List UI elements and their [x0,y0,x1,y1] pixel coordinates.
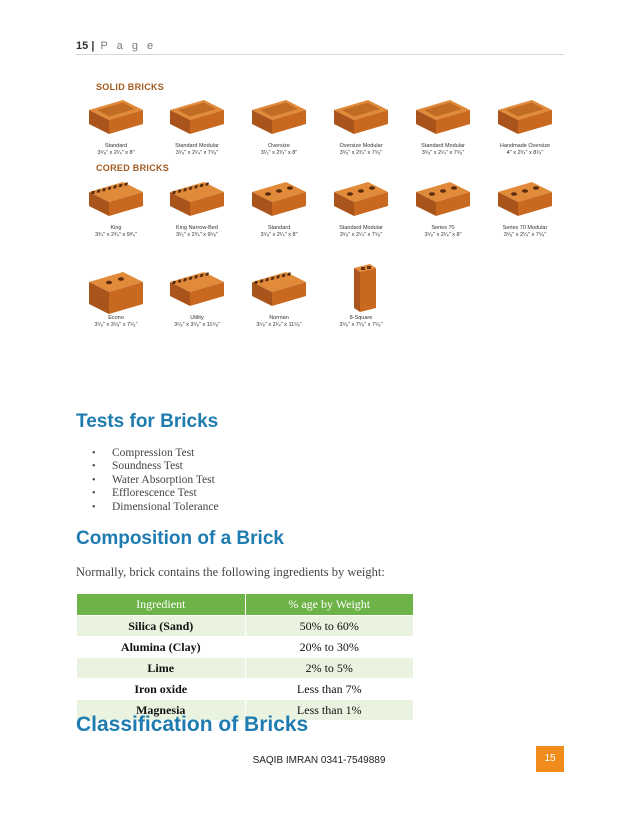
weight-cell: 20% to 30% [245,637,414,658]
brick-type-solid-6 [485,90,565,170]
brick-illustration [76,172,156,224]
brick-dimensions: 3¹⁄₂" x 2³⁄₄" x 9⁵⁄₈" [175,232,218,238]
brick-illustration [157,262,237,314]
list-item: • Compression Test [92,447,195,459]
brick-type-solid-5 [403,90,483,170]
brick-illustration [321,262,401,314]
column-header: Ingredient [77,594,246,616]
brick-name: Standard Modular [421,143,465,149]
brick-illustration [485,90,565,142]
bullet-icon: • [92,501,96,513]
brick-illustration [403,90,483,142]
bullet-icon: • [92,474,96,486]
brick-dimensions: 3⁵⁄₈" x 7⁵⁄₈" x 7⁵⁄₈" [339,322,383,328]
weight-cell: 2% to 5% [245,658,414,679]
brick-name: Utility [190,315,204,321]
table-row [77,679,414,700]
brick-type-cored-10 [321,262,401,342]
brick-name: Econo [108,315,124,321]
brick-dimensions: 3⁵⁄₈" x 2³⁄₄" x 7⁵⁄₈" [339,150,383,156]
brick-dimensions: 3³⁄₄" x 2³⁄₄" x 9³⁄₄" [95,232,137,238]
brick-illustration [76,90,156,142]
tests-list [92,447,219,514]
brick-type-cored-7 [76,262,156,342]
brick-name: Standard Modular [175,143,219,149]
brick-dimensions: 3⁵⁄₈" x 3⁵⁄₈" x 11⁵⁄₈" [174,322,220,328]
brick-name: Standard [104,143,128,149]
tests-heading: Tests for Bricks [76,411,219,432]
brick-illustration [403,172,483,224]
brick-types-figure [76,72,564,382]
brick-illustration [321,172,401,224]
ingredient-cell: Iron oxide [77,679,246,700]
composition-heading: Composition of a Brick [76,528,284,549]
composition-intro: Normally, brick contains the following ingredients by weight: [76,565,385,579]
solid-bricks-label: SOLID BRICKS [96,82,165,92]
brick-name: King [110,225,122,231]
list-item: • Water Absorption Test [92,473,215,486]
page-header [76,40,156,52]
brick-illustration [321,90,401,142]
brick-illustration [157,90,237,142]
brick-name: Oversize [268,143,290,149]
header-separator: | [91,40,95,52]
brick-dimensions: 3⁵⁄₈" x 2¹⁄₄" x 7⁵⁄₈" [339,232,383,238]
brick-dimensions: 3¹⁄₂" x 2³⁄₄" x 8" [260,150,298,156]
table-row [77,616,414,637]
composition-table [76,593,414,721]
footer-page-number: 15 [536,746,564,772]
ingredient-cell: Alumina (Clay) [77,637,246,658]
brick-type-cored-8 [157,262,237,342]
cored-bricks-label: CORED BRICKS [96,163,170,173]
brick-illustration [485,172,565,224]
bullet-icon: • [92,488,96,500]
ingredient-cell: Lime [77,658,246,679]
brick-illustration [157,172,237,224]
ingredient-cell: Magnesia [77,700,246,721]
brick-type-solid-2 [157,90,237,170]
brick-dimensions: 4" x 2³⁄₄" x 8¹⁄₄" [506,150,544,156]
bullet-icon: • [92,461,96,473]
table-row [77,637,414,658]
brick-dimensions: 3⁵⁄₈" x 3⁵⁄₈" x 7⁵⁄₈" [94,322,138,328]
bullet-icon: • [92,448,96,459]
brick-name: 8-Square [349,315,373,321]
brick-name: Standard Modular [339,225,383,231]
header-rule [76,54,564,55]
brick-dimensions: 3⁵⁄₈" x 2¹⁄₄" x 7⁵⁄₈" [503,232,547,238]
brick-illustration [76,262,156,314]
brick-type-cored-4 [321,172,401,252]
brick-type-cored-1 [76,172,156,252]
brick-dimensions: 3⁵⁄₈" x 2¹⁄₄" x 7⁵⁄₈" [421,150,465,156]
brick-dimensions: 3⁵⁄₈" x 2¹⁄₄" x 8" [424,232,462,238]
brick-illustration [239,172,319,224]
brick-type-cored-5 [403,172,483,252]
header-page-number: 15 [76,40,89,52]
brick-type-solid-1 [76,90,156,170]
column-header: % age by Weight [245,594,414,616]
brick-name: Handmade Oversize [499,143,551,149]
brick-type-cored-6 [485,172,565,252]
brick-name: Series 70 [431,225,455,231]
brick-dimensions: 3⁵⁄₈" x 2¹⁄₄" x 11⁵⁄₈" [256,322,302,328]
brick-name: Series 70 Modular [502,225,548,231]
brick-type-cored-2 [157,172,237,252]
brick-name: Norman [269,315,289,321]
weight-cell: Less than 1% [245,700,414,721]
footer-author: SAQIB IMRAN 0341-7549889 [252,755,386,766]
brick-type-solid-3 [239,90,319,170]
brick-dimensions: 3⁵⁄₈" x 2¹⁄₄" x 8" [97,150,135,156]
list-item: • Efflorescence Test [92,487,197,500]
list-item: • Soundness Test [92,460,183,473]
brick-type-cored-9 [239,262,319,342]
brick-name: Standard [267,225,291,231]
brick-type-cored-3 [239,172,319,252]
list-item: • Dimensional Tolerance [92,500,219,513]
header-page-word: P a g e [100,40,157,52]
brick-illustration [239,262,319,314]
brick-dimensions: 3⁵⁄₈" x 2¹⁄₄" x 8" [260,232,298,238]
brick-name: King Narrow-Bed [176,225,218,231]
brick-name: Oversize Modular [339,143,383,149]
brick-dimensions: 3⁵⁄₈" x 2¹⁄₄" x 7⁵⁄₈" [175,150,219,156]
table-row [77,658,414,679]
weight-cell: 50% to 60% [245,616,414,637]
classification-heading: Classification of Bricks [76,713,309,736]
ingredient-cell: Silica (Sand) [77,616,246,637]
table-header-row [77,594,414,616]
brick-type-solid-4 [321,90,401,170]
weight-cell: Less than 7% [245,679,414,700]
brick-illustration [239,90,319,142]
